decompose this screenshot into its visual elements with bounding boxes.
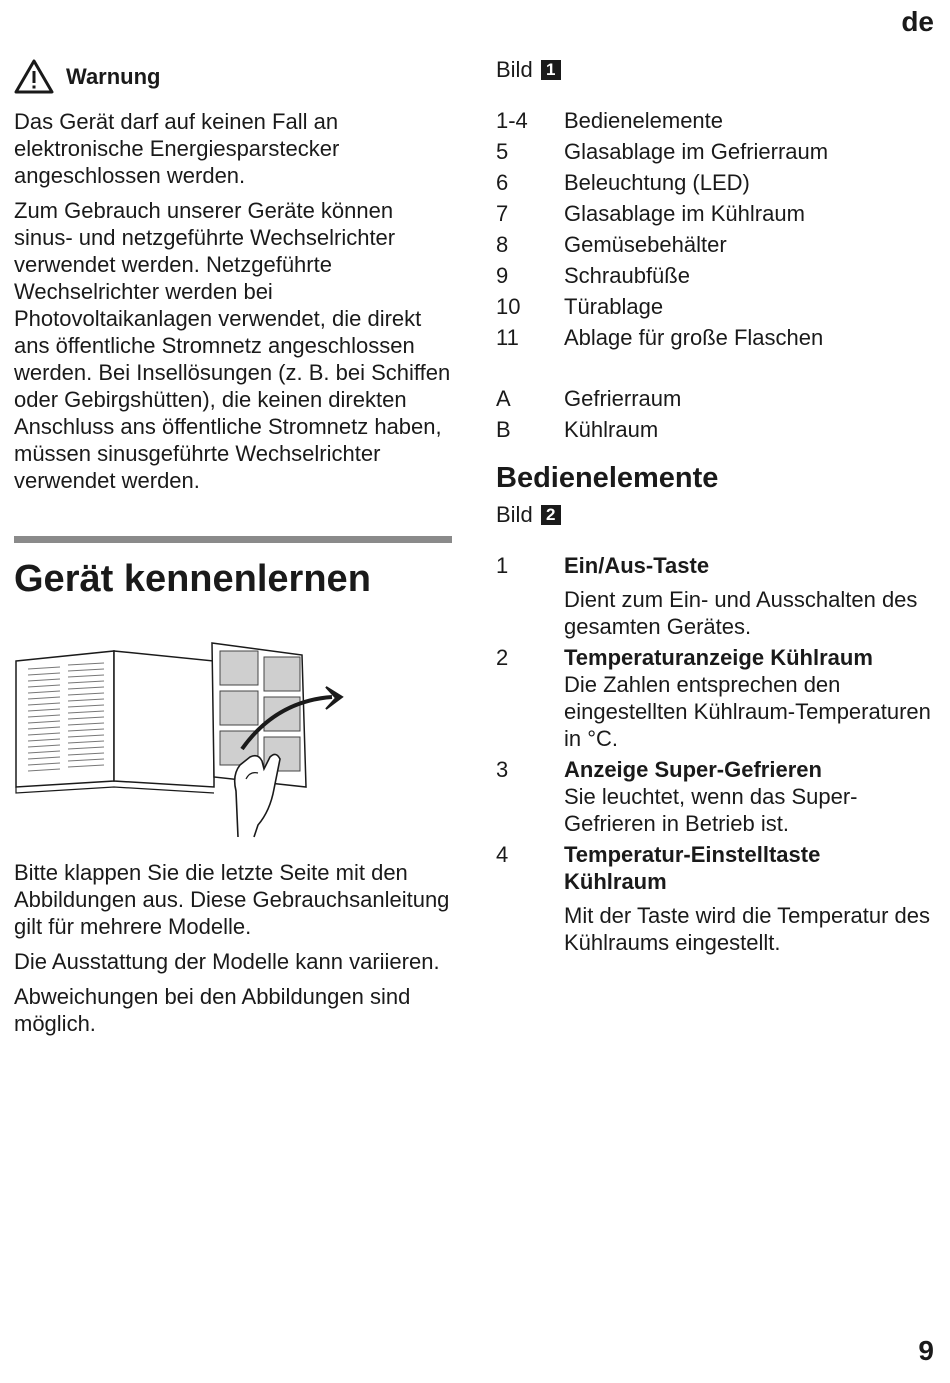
warning-icon xyxy=(14,58,54,94)
warning-heading xyxy=(14,56,454,96)
control-item: 3 Anzeige Super-Gefrieren Sie leuchtet, wenn das Super-Gefrieren in Betrieb ist. xyxy=(496,756,936,837)
control-title: Temperaturanzeige Kühlraum xyxy=(564,645,873,670)
legend-item: 1-4 Bedienelemente xyxy=(496,108,724,133)
warning-text: Zum Gebrauch unserer Geräte können sinus- und netzgeführte Wechselrichter verwendet werden. Netzgeführte Wechselrichter werden bei Photovoltaikanlagen verwendet, die direkt ans öffentliche Stromnetz angeschlossen werden. Bei Insellösungen (z. B. bei Schiffen oder Gebirgshütten), die keinen direkten Anschluss ans öffentliche Stromnetz haben, müssen sinusgeführte Wechselrichter verwendet werden. xyxy=(14,198,451,493)
left-column xyxy=(14,56,454,1045)
section-text: Bitte klappen Sie die letzte Seite mit den Abbildungen aus. Diese Gebrauchsanleitung gilt für mehrere Modelle. xyxy=(14,860,450,939)
figure-label: Bild xyxy=(496,502,533,527)
legend-item: 11 Ablage für große Flaschen xyxy=(496,325,824,350)
section-divider xyxy=(14,536,452,543)
legend-item: 7 Glasablage im Kühlraum xyxy=(496,201,805,226)
legend-item: 10 Türablage xyxy=(496,294,664,319)
figure-number-badge: 2 xyxy=(541,505,561,525)
control-title: Ein/Aus-Taste xyxy=(564,553,710,578)
legend-item: 8 Gemüsebehälter xyxy=(496,232,727,257)
control-desc: Mit der Taste wird die Temperatur des Kühlraums eingestellt. xyxy=(564,903,931,955)
warning-text: Das Gerät darf auf keinen Fall an elektronische Energiesparstecker angeschlossen werden. xyxy=(14,109,340,188)
control-title: Temperatur-Einstelltaste Kühlraum xyxy=(564,842,821,894)
page-number: 9 xyxy=(918,1335,934,1366)
legend-item: 6 Beleuchtung (LED) xyxy=(496,170,750,195)
control-desc: Sie leuchtet, wenn das Super-Gefrieren in Betrieb ist. xyxy=(564,784,858,836)
right-column xyxy=(496,56,936,960)
control-item: 4 Temperatur-Einstelltaste Kühlraum Mit der Taste wird die Temperatur des Kühlraums eingestellt. xyxy=(496,841,936,956)
section-title: Gerät kennenlernen xyxy=(14,558,371,600)
figure-number-badge: 1 xyxy=(541,60,561,80)
legend-item: 9 Schraubfüße xyxy=(496,263,690,288)
legend-zone: B Kühlraum xyxy=(496,417,659,442)
section-text: Die Ausstattung der Modelle kann variieren. xyxy=(14,949,440,974)
section-text: Abweichungen bei den Abbildungen sind möglich. xyxy=(14,984,411,1036)
control-item: 2 Temperaturanzeige Kühlraum Die Zahlen entsprechen den eingestellten Kühlraum-Temperaturen in °C. xyxy=(496,644,936,752)
control-item: 1 Ein/Aus-Taste Dient zum Ein- und Ausschalten des gesamten Gerätes. xyxy=(496,552,936,640)
language-code: de xyxy=(901,6,934,37)
warning-title: Warnung xyxy=(66,63,161,89)
controls-list xyxy=(496,552,936,956)
foldout-page-illustration xyxy=(14,639,454,845)
control-desc: Dient zum Ein- und Ausschalten des gesamten Gerätes. xyxy=(564,587,918,639)
figure-ref xyxy=(496,501,936,528)
controls-heading: Bedienelemente xyxy=(496,462,719,494)
control-title: Anzeige Super-Gefrieren xyxy=(564,757,822,782)
control-desc: Die Zahlen entsprechen den eingestellten Kühlraum-Temperaturen in °C. xyxy=(564,672,931,751)
figure-ref xyxy=(496,56,936,83)
figure-label: Bild xyxy=(496,57,533,82)
figure-legend xyxy=(496,105,936,445)
legend-item: 5 Glasablage im Gefrierraum xyxy=(496,139,829,164)
legend-zone: A Gefrierraum xyxy=(496,386,682,411)
